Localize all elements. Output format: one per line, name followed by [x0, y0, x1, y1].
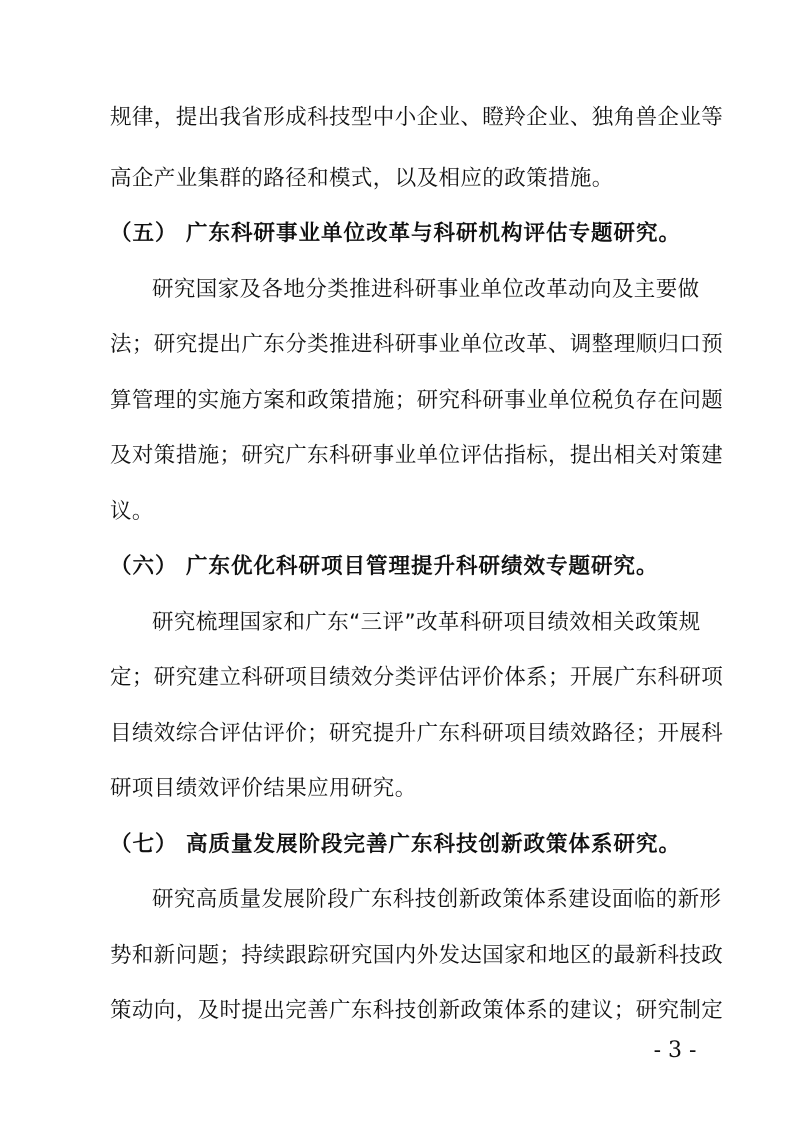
- body-line: 算管理的实施方案和政策措施；研究科研事业单位税负存在问题: [110, 388, 724, 413]
- body-line: 研究国家及各地分类推进科研事业单位改革动向及主要做: [152, 277, 700, 302]
- page-number: - 3 -: [653, 1038, 697, 1063]
- body-line: 高企产业集群的路径和模式，以及相应的政策措施。: [110, 166, 614, 191]
- section-heading-6: （六） 广东优化科研项目管理提升科研绩效专题研究。: [110, 554, 659, 579]
- body-line: 规律，提出我省形成科技型中小企业、瞪羚企业、独角兽企业等: [110, 105, 724, 130]
- body-line: 研项目绩效评价结果应用研究。: [110, 776, 417, 801]
- body-line: 研究高质量发展阶段广东科技创新政策体系建设面临的新形: [152, 887, 722, 912]
- body-line: 定；研究建立科研项目绩效分类评估评价体系；开展广东科研项: [110, 665, 724, 690]
- section-heading-5: （五） 广东科研事业单位改革与科研机构评估专题研究。: [110, 221, 681, 246]
- body-line: 及对策措施；研究广东科研事业单位评估指标，提出相关对策建: [110, 443, 724, 468]
- body-line: 法；研究提出广东分类推进科研事业单位改革、调整理顺归口预: [110, 332, 724, 357]
- section-heading-7: （七） 高质量发展阶段完善广东科技创新政策体系研究。: [110, 832, 681, 857]
- body-line: 目绩效综合评估评价；研究提升广东科研项目绩效路径；开展科: [110, 721, 724, 746]
- body-line: 势和新问题；持续跟踪研究国内外发达国家和地区的最新科技政: [110, 943, 724, 968]
- body-line: 研究梳理国家和广东“三评”改革科研项目绩效相关政策规: [152, 610, 701, 635]
- body-line: 议。: [110, 499, 154, 524]
- body-line: 策动向，及时提出完善广东科技创新政策体系的建议；研究制定: [110, 998, 724, 1023]
